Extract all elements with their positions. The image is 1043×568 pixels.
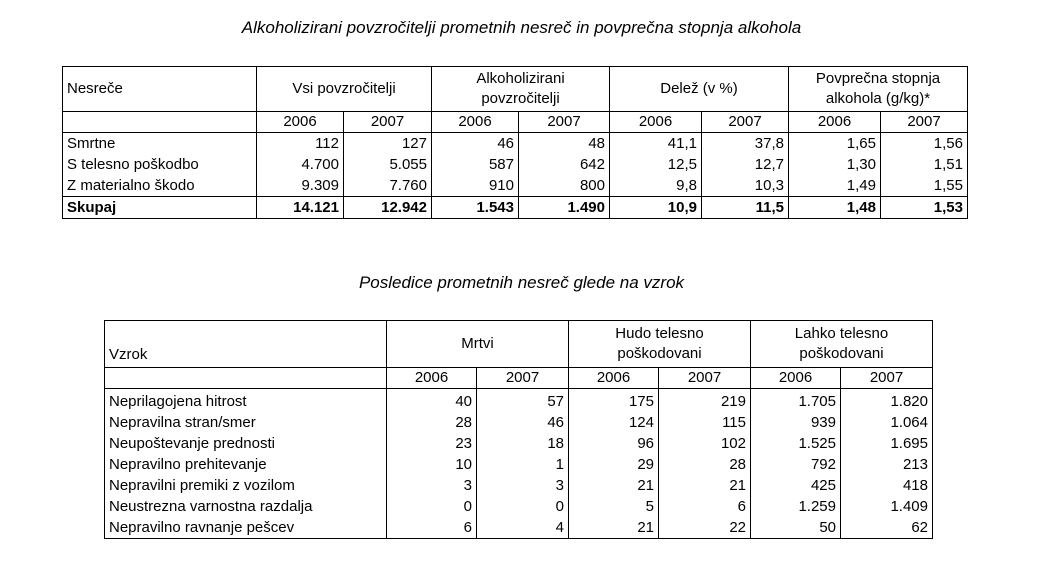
year-header: 2007 xyxy=(477,368,569,389)
table-cell: 62 xyxy=(841,517,933,539)
empty-cell xyxy=(105,368,387,389)
table-cell: 642 xyxy=(519,154,610,175)
table-cell: 1,65 xyxy=(789,133,881,155)
table-cell: 1.820 xyxy=(841,389,933,413)
table-cell: 5 xyxy=(569,496,659,517)
row-label: Nepravilna stran/smer xyxy=(109,413,256,431)
table-cell: 28 xyxy=(659,454,751,475)
table-cell: 29 xyxy=(569,454,659,475)
table-cell: 6 xyxy=(659,496,751,517)
table-cell: 21 xyxy=(569,517,659,539)
table-cell: 425 xyxy=(751,475,841,496)
year-header: 2007 xyxy=(841,368,933,389)
table-cell: 1.705 xyxy=(751,389,841,413)
row-label-header: Nesreče xyxy=(67,80,123,97)
total-cell: 1.543 xyxy=(432,197,519,219)
year-header: 2006 xyxy=(569,368,659,389)
total-cell: 1,53 xyxy=(881,197,968,219)
table-cell: 1,56 xyxy=(881,133,968,155)
table-row xyxy=(63,154,968,175)
table-row xyxy=(63,133,968,155)
row-label-header: Vzrok xyxy=(109,346,148,363)
year-header: 2007 xyxy=(702,112,789,133)
table-cell: 57 xyxy=(477,389,569,413)
year-header: 2007 xyxy=(344,112,432,133)
table2-title: Posledice prometnih nesreč glede na vzrok xyxy=(358,273,685,292)
total-cell: 12.942 xyxy=(344,197,432,219)
year-header: 2006 xyxy=(610,112,702,133)
year-header: 2006 xyxy=(387,368,477,389)
table-cell: 9.309 xyxy=(257,175,344,197)
table-cell: 1,51 xyxy=(881,154,968,175)
year-header: 2006 xyxy=(789,112,881,133)
table-cell: 18 xyxy=(477,433,569,454)
row-label: Nepravilni premiki z vozilom xyxy=(109,476,295,494)
table-cell: 112 xyxy=(257,133,344,155)
table-cell: 219 xyxy=(659,389,751,413)
group-header: Hudo telesno poškodovani xyxy=(569,321,751,368)
total-label: Skupaj xyxy=(63,197,257,219)
table-cell: 1,55 xyxy=(881,175,968,197)
row-label: Neupoštevanje prednosti xyxy=(109,434,275,452)
year-header: 2006 xyxy=(432,112,519,133)
table-cell: 1 xyxy=(477,454,569,475)
table-cell: 1.259 xyxy=(751,496,841,517)
table-row xyxy=(105,475,933,496)
table-cell: 587 xyxy=(432,154,519,175)
table-cell: 9,8 xyxy=(610,175,702,197)
row-label: Neustrezna varnostna razdalja xyxy=(109,497,313,515)
table-row xyxy=(105,496,933,517)
total-cell: 1.490 xyxy=(519,197,610,219)
table-cell: 213 xyxy=(841,454,933,475)
table-cell: 1.695 xyxy=(841,433,933,454)
table-row xyxy=(105,412,933,433)
table-cell: 1.525 xyxy=(751,433,841,454)
table-cell: 46 xyxy=(477,412,569,433)
total-cell: 10,9 xyxy=(610,197,702,219)
year-header: 2007 xyxy=(659,368,751,389)
table-cell: 46 xyxy=(432,133,519,155)
year-header: 2007 xyxy=(519,112,610,133)
table-cell: 10 xyxy=(387,454,477,475)
table-cell: 37,8 xyxy=(702,133,789,155)
table-cell: 6 xyxy=(387,517,477,539)
table-cell: 124 xyxy=(569,412,659,433)
table-cell: 127 xyxy=(344,133,432,155)
row-label: Z materialno škodo xyxy=(67,176,195,194)
group-header: Lahko telesno poškodovani xyxy=(751,321,933,368)
table-cell: 12,5 xyxy=(610,154,702,175)
year-header: 2006 xyxy=(751,368,841,389)
table-cell: 1,30 xyxy=(789,154,881,175)
table-cell: 115 xyxy=(659,412,751,433)
table-cell: 4 xyxy=(477,517,569,539)
table-cell: 21 xyxy=(569,475,659,496)
table-cell: 7.760 xyxy=(344,175,432,197)
row-label: Smrtne xyxy=(67,134,116,152)
table-cell: 1.409 xyxy=(841,496,933,517)
group-header: Vsi povzročitelji xyxy=(257,67,432,112)
table-cell: 96 xyxy=(569,433,659,454)
table-cell: 50 xyxy=(751,517,841,539)
row-label: Nepravilno prehitevanje xyxy=(109,455,267,473)
group-header: Povprečna stopnja alkohola (g/kg)* xyxy=(789,67,968,112)
table-cell: 23 xyxy=(387,433,477,454)
table-cell: 102 xyxy=(659,433,751,454)
year-header: 2007 xyxy=(881,112,968,133)
table-cell: 10,3 xyxy=(702,175,789,197)
table-cell: 40 xyxy=(387,389,477,413)
table-cell: 12,7 xyxy=(702,154,789,175)
table-cell: 910 xyxy=(432,175,519,197)
table-cell: 175 xyxy=(569,389,659,413)
total-cell: 14.121 xyxy=(257,197,344,219)
table1-title: Alkoholizirani povzročitelji prometnih nesreč in povprečna stopnja alkohola xyxy=(241,18,802,37)
table-row xyxy=(105,454,933,475)
table-row xyxy=(105,433,933,454)
table-cell: 1,49 xyxy=(789,175,881,197)
table-row xyxy=(105,517,933,539)
table-cell: 0 xyxy=(477,496,569,517)
empty-cell xyxy=(63,112,257,133)
total-cell: 11,5 xyxy=(702,197,789,219)
table-cell: 800 xyxy=(519,175,610,197)
row-label: Nepravilno ravnanje pešcev xyxy=(109,518,295,536)
group-header: Mrtvi xyxy=(387,321,569,368)
table-cell: 418 xyxy=(841,475,933,496)
table-cell: 41,1 xyxy=(610,133,702,155)
table-row xyxy=(105,389,933,413)
table-cell: 22 xyxy=(659,517,751,539)
table-cell: 5.055 xyxy=(344,154,432,175)
table-cell: 21 xyxy=(659,475,751,496)
table-cell: 3 xyxy=(387,475,477,496)
table-cell: 4.700 xyxy=(257,154,344,175)
causes-table xyxy=(104,320,933,539)
row-label: Neprilagojena hitrost xyxy=(109,392,247,410)
table-cell: 0 xyxy=(387,496,477,517)
table-cell: 28 xyxy=(387,412,477,433)
total-cell: 1,48 xyxy=(789,197,881,219)
table-row xyxy=(63,175,968,197)
row-label: S telesno poškodbo xyxy=(67,155,199,173)
alcohol-table xyxy=(62,66,968,219)
table-cell: 3 xyxy=(477,475,569,496)
group-header: Delež (v %) xyxy=(610,67,789,112)
table-cell: 792 xyxy=(751,454,841,475)
group-header: Alkoholizirani povzročitelji xyxy=(432,67,610,112)
year-header: 2006 xyxy=(257,112,344,133)
table-cell: 939 xyxy=(751,412,841,433)
table-cell: 1.064 xyxy=(841,412,933,433)
table-cell: 48 xyxy=(519,133,610,155)
